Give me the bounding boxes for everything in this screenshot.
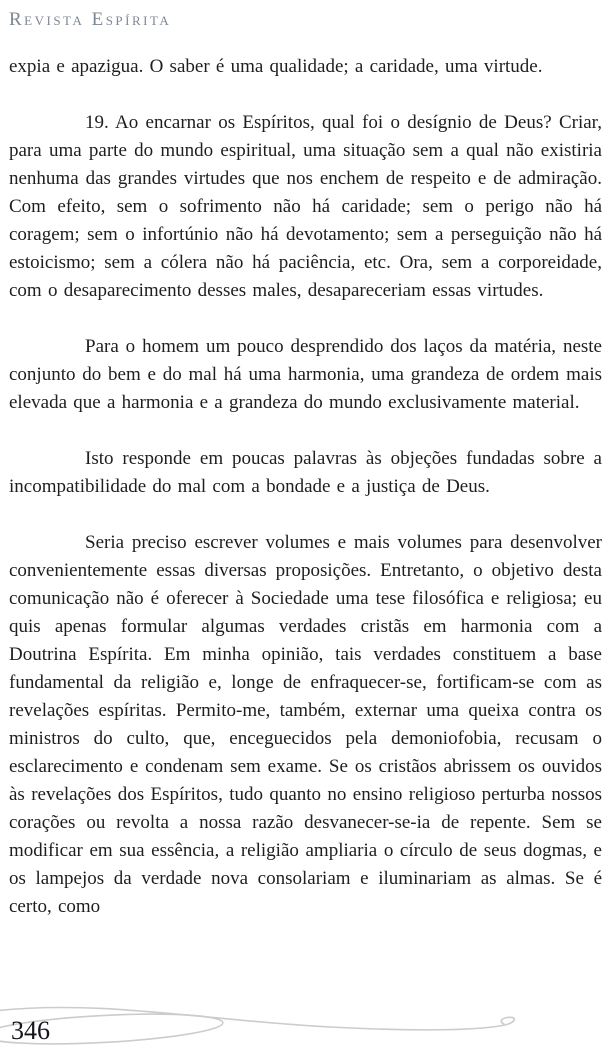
paragraph: Isto responde em poucas palavras às objeções fundadas sobre a incompatibilidade do mal com a bondade e a justiça de Deus. — [9, 448, 602, 497]
page-number: 346 — [11, 1016, 50, 1045]
page-footer — [0, 991, 611, 1053]
paragraph: Seria preciso escrever volumes e mais volumes para desenvolver convenientemente essas diversas proposições. Entretanto, o objetivo desta comunicação não é oferecer à Sociedade uma tese filosófica e religiosa; eu quis apenas formular algumas verdades cristãs em harmonia com a Doutrina Espírita. Em minha opinião, tais verdades constituem a base fundamental da religião e, longe de enfraquecer-se, fortificam-se com as revelações espíritas. Permito-me, também, externar uma queixa contra os ministros do culto, que, enceguecidos pela demoniofobia, recusam o esclarecimento e condenam sem exame. Se os cristãos abrissem os ouvidos às revelações dos Espíritos, tudo quanto no ensino religioso perturba nossos corações ou revolta a nossa razão desvanecer-se-ia de repente. Sem se modificar em sua essência, a religião ampliaria o círculo de seus dogmas, e os lampejos da verdade nova consolariam e iluminariam as almas. Se é certo, como — [9, 532, 602, 917]
running-header: Revista Espírita — [9, 9, 172, 30]
paragraph: expia e apazigua. O saber é uma qualidade; a caridade, uma virtude. — [9, 56, 543, 77]
paragraph: 19. Ao encarnar os Espíritos, qual foi o desígnio de Deus? Criar, para uma parte do mundo espiritual, uma situação sem a qual não existiria nenhuma das grandes virtudes que nos enchem de respeito e de admiração. Com efeito, sem o sofrimento não há caridade; sem o perigo não há coragem; sem o infortúnio não há devotamento; sem a perseguição não há estoicismo; sem a cólera não há paciência, etc. Ora, sem a corporeidade, com o desaparecimento desses males, desapareceriam essas virtudes. — [9, 112, 602, 301]
paragraph: Para o homem um pouco desprendido dos laços da matéria, neste conjunto do bem e do mal há uma harmonia, uma grandeza de ordem mais elevada que a harmonia e a grandeza do mundo exclusivamente material. — [9, 336, 602, 413]
flourish-swoosh-icon — [0, 991, 611, 1053]
page-body — [0, 53, 611, 921]
